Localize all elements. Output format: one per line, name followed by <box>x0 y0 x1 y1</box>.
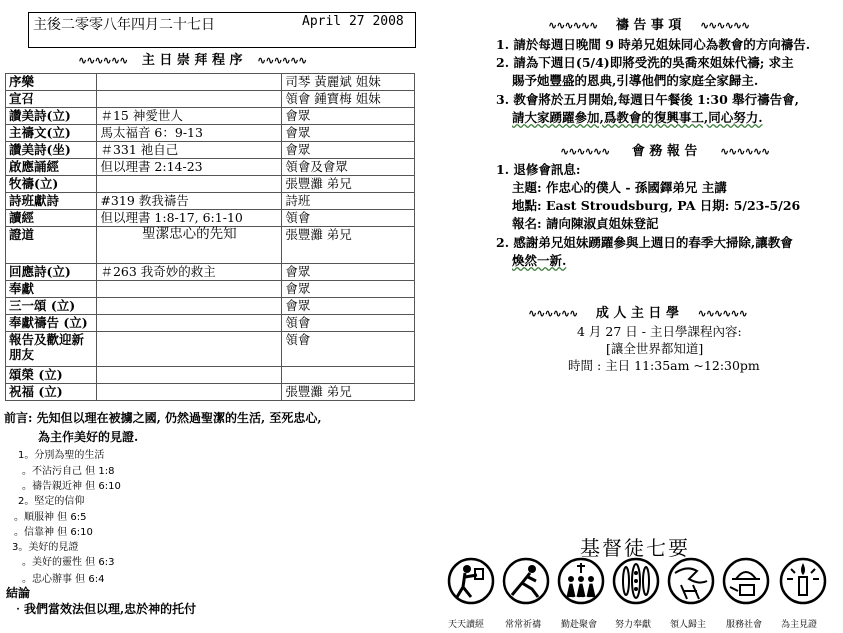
ornament-icon: ∿∿∿∿∿∿ <box>548 19 598 32</box>
table-row <box>6 91 415 108</box>
table-row <box>6 227 415 264</box>
content: 但以理書 1:8-17, 6:1-10 <box>97 210 282 227</box>
table-row <box>6 332 415 367</box>
item: 讀經 <box>6 210 97 227</box>
person: 領會 <box>282 210 415 227</box>
ornament-icon: ∿∿∿∿∿∿ <box>560 145 610 158</box>
table-row <box>6 384 415 401</box>
conclusion-title: 結論 <box>6 586 31 600</box>
content: ＃331 祂自己 <box>97 142 282 159</box>
news-title: 會 務 報 告 <box>631 144 698 159</box>
item: 報告及歡迎新朋友 <box>6 332 97 367</box>
item: 讚美詩(坐) <box>6 142 97 159</box>
worship-table <box>5 73 415 401</box>
table-row <box>6 281 415 298</box>
content: 馬太福音 6：9-13 <box>97 125 282 142</box>
table-row <box>6 176 415 193</box>
ornament-icon: ∿∿∿∿∿∿ <box>528 307 578 320</box>
person: 領會 <box>282 332 415 367</box>
person: 會眾 <box>282 298 415 315</box>
sermon-sub-point: 。忠心辦事 但 6:4 <box>22 574 105 585</box>
content <box>97 176 282 193</box>
person: 領會 鍾寶梅 姐妹 <box>282 91 415 108</box>
person: 張豐灘 弟兄 <box>282 176 415 193</box>
seven-label: 服務社會 <box>726 620 763 630</box>
news-line: 報名: 請向陳淑貞姐妹登記 <box>512 216 659 231</box>
bible-reading-icon <box>447 555 495 607</box>
person: 領會及會眾 <box>282 159 415 176</box>
seven-label: 常常祈禱 <box>505 620 542 630</box>
person: 會眾 <box>282 264 415 281</box>
seven-label: 努力奉獻 <box>615 620 652 630</box>
worship-gathering-icon <box>557 555 605 607</box>
item: 啟應誦經 <box>6 159 97 176</box>
community-service-icon <box>722 555 770 607</box>
person: 會眾 <box>282 142 415 159</box>
content <box>97 74 282 91</box>
sermon-point-title: 3。美好的見證 <box>12 542 79 553</box>
prayer-item: 1. 請於每週日晚間 9 時弟兄姐妹同心為教會的方向禱告. <box>496 37 811 52</box>
ornament-icon: ∿∿∿∿∿∿ <box>78 54 128 67</box>
table-row <box>6 142 415 159</box>
worship-title: 主 日 崇 拜 程 序 <box>141 53 243 68</box>
news-line: 地點: East Stroudsburg, PA 日期: 5/23-5/26 <box>512 198 801 213</box>
content: 但以理書 2:14-23 <box>97 159 282 176</box>
table-row <box>6 298 415 315</box>
table-row <box>6 74 415 91</box>
item: 讚美詩(立) <box>6 108 97 125</box>
giving-icon <box>612 555 660 607</box>
seven-label: 天天讀經 <box>448 620 485 630</box>
service-date: April 27 2008 <box>302 14 404 29</box>
news-line: 2. 感謝弟兄姐妹踴躍參與上週日的春季大掃除,讓教會 <box>496 235 793 250</box>
content: #319 教我禱告 <box>97 193 282 210</box>
person: 司琴 黃麗斌 姐妹 <box>282 74 415 91</box>
table-row <box>6 367 415 384</box>
seven-label: 領人歸主 <box>670 620 707 630</box>
person <box>282 367 415 384</box>
news-line: 主題: 作忠心的僕人 - 孫國鐸弟兄 主講 <box>512 180 727 195</box>
lunar-date: 主後二零零八年四月二十七日 <box>33 17 215 33</box>
conclusion-text: ‧我們當效法但以理,忠於神的托付 <box>12 602 197 616</box>
item: 證道 <box>6 227 97 264</box>
prayer-item: 3. 教會將於五月開始,每週日午餐後 1:30 舉行禱告會, <box>496 92 800 107</box>
item: 三一頌 (立) <box>6 298 97 315</box>
person: 會眾 <box>282 281 415 298</box>
sermon-point-title: 1。分別為聖的生活 <box>18 450 105 461</box>
table-row <box>6 193 415 210</box>
content <box>97 91 282 108</box>
content <box>97 315 282 332</box>
sermon-sub-point: 。不沾污自己 但 1:8 <box>22 466 115 477</box>
prayer-title: 禱 告 事 項 <box>615 18 682 33</box>
sunday-school-title: 成 人 主 日 學 <box>595 306 679 321</box>
content <box>97 281 282 298</box>
item: 宣召 <box>6 91 97 108</box>
person: 張豐灘 弟兄 <box>282 227 415 264</box>
table-row <box>6 210 415 227</box>
item: 詩班獻詩 <box>6 193 97 210</box>
sermon-intro: 前言: 先知但以理在被擄之國, 仍然過聖潔的生活, 至死忠心, <box>4 411 322 425</box>
person: 張豐灘 弟兄 <box>282 384 415 401</box>
item: 回應詩(立) <box>6 264 97 281</box>
sermon-sub-point: 。美好的靈性 但 6:3 <box>22 557 115 568</box>
ornament-icon: ∿∿∿∿∿∿ <box>697 307 747 320</box>
seven-label: 勤赴聚會 <box>561 620 598 630</box>
sermon-point-title: 2。堅定的信仰 <box>18 496 85 507</box>
item: 祝福 (立) <box>6 384 97 401</box>
item: 奉獻禱告 (立) <box>6 315 97 332</box>
sunday-school-line: 時間 : 主日 11:35am ~12:30pm <box>568 358 760 373</box>
person: 領會 <box>282 315 415 332</box>
witness-icon <box>779 555 827 607</box>
table-row <box>6 108 415 125</box>
ornament-icon: ∿∿∿∿∿∿ <box>257 54 307 67</box>
ornament-icon: ∿∿∿∿∿∿ <box>699 19 750 32</box>
seven-title: 基督徒七要 <box>580 536 690 560</box>
news-title-row <box>560 140 769 159</box>
item: 主禱文(立) <box>6 125 97 142</box>
item: 序樂 <box>6 74 97 91</box>
content <box>97 384 282 401</box>
content <box>97 298 282 315</box>
news-line: 1. 退修會訊息: <box>496 162 581 177</box>
sermon-sub-point: 。禱告親近神 但 6:10 <box>22 481 121 492</box>
sermon-intro-cont: 為主作美好的見證. <box>38 430 139 444</box>
prayer-title-row <box>548 14 749 33</box>
sermon-sub-point: 。信靠神 但 6:10 <box>14 527 93 538</box>
table-row <box>6 315 415 332</box>
prayer-item: 賜予她豐盛的恩典,引導他們的家庭全家歸主. <box>512 73 759 88</box>
table-row <box>6 264 415 281</box>
table-row <box>6 125 415 142</box>
item: 奉獻 <box>6 281 97 298</box>
ornament-icon: ∿∿∿∿∿∿ <box>719 145 770 158</box>
content <box>97 332 282 367</box>
person: 會眾 <box>282 125 415 142</box>
prayer-icon <box>502 555 550 607</box>
person: 會眾 <box>282 108 415 125</box>
worship-title-row <box>78 49 306 68</box>
table-row <box>6 159 415 176</box>
evangelism-icon <box>667 555 715 607</box>
prayer-item: 2. 請為下週日(5/4)即將受洗的吳喬來姐妹代禱; 求主 <box>496 55 794 70</box>
seven-label: 為主見證 <box>781 620 818 630</box>
person: 詩班 <box>282 193 415 210</box>
content: ＃15 神愛世人 <box>97 108 282 125</box>
sermon-sub-point: 。順服神 但 6:5 <box>14 512 87 523</box>
sunday-school-line: [讓全世界都知道] <box>606 341 704 356</box>
content: 聖潔忠心的先知 <box>97 227 282 264</box>
news-line: 煥然一新. <box>512 253 567 268</box>
prayer-item: 請大家踴躍參加,爲教會的復興事工,同心努力. <box>512 110 763 125</box>
content <box>97 367 282 384</box>
content: ＃263 我奇妙的救主 <box>97 264 282 281</box>
sunday-school-line: 4 月 27 日 - 主日學課程內容: <box>577 324 742 339</box>
sunday-school-title-row <box>528 302 747 321</box>
item: 牧禱(立) <box>6 176 97 193</box>
item: 頌榮 (立) <box>6 367 97 384</box>
